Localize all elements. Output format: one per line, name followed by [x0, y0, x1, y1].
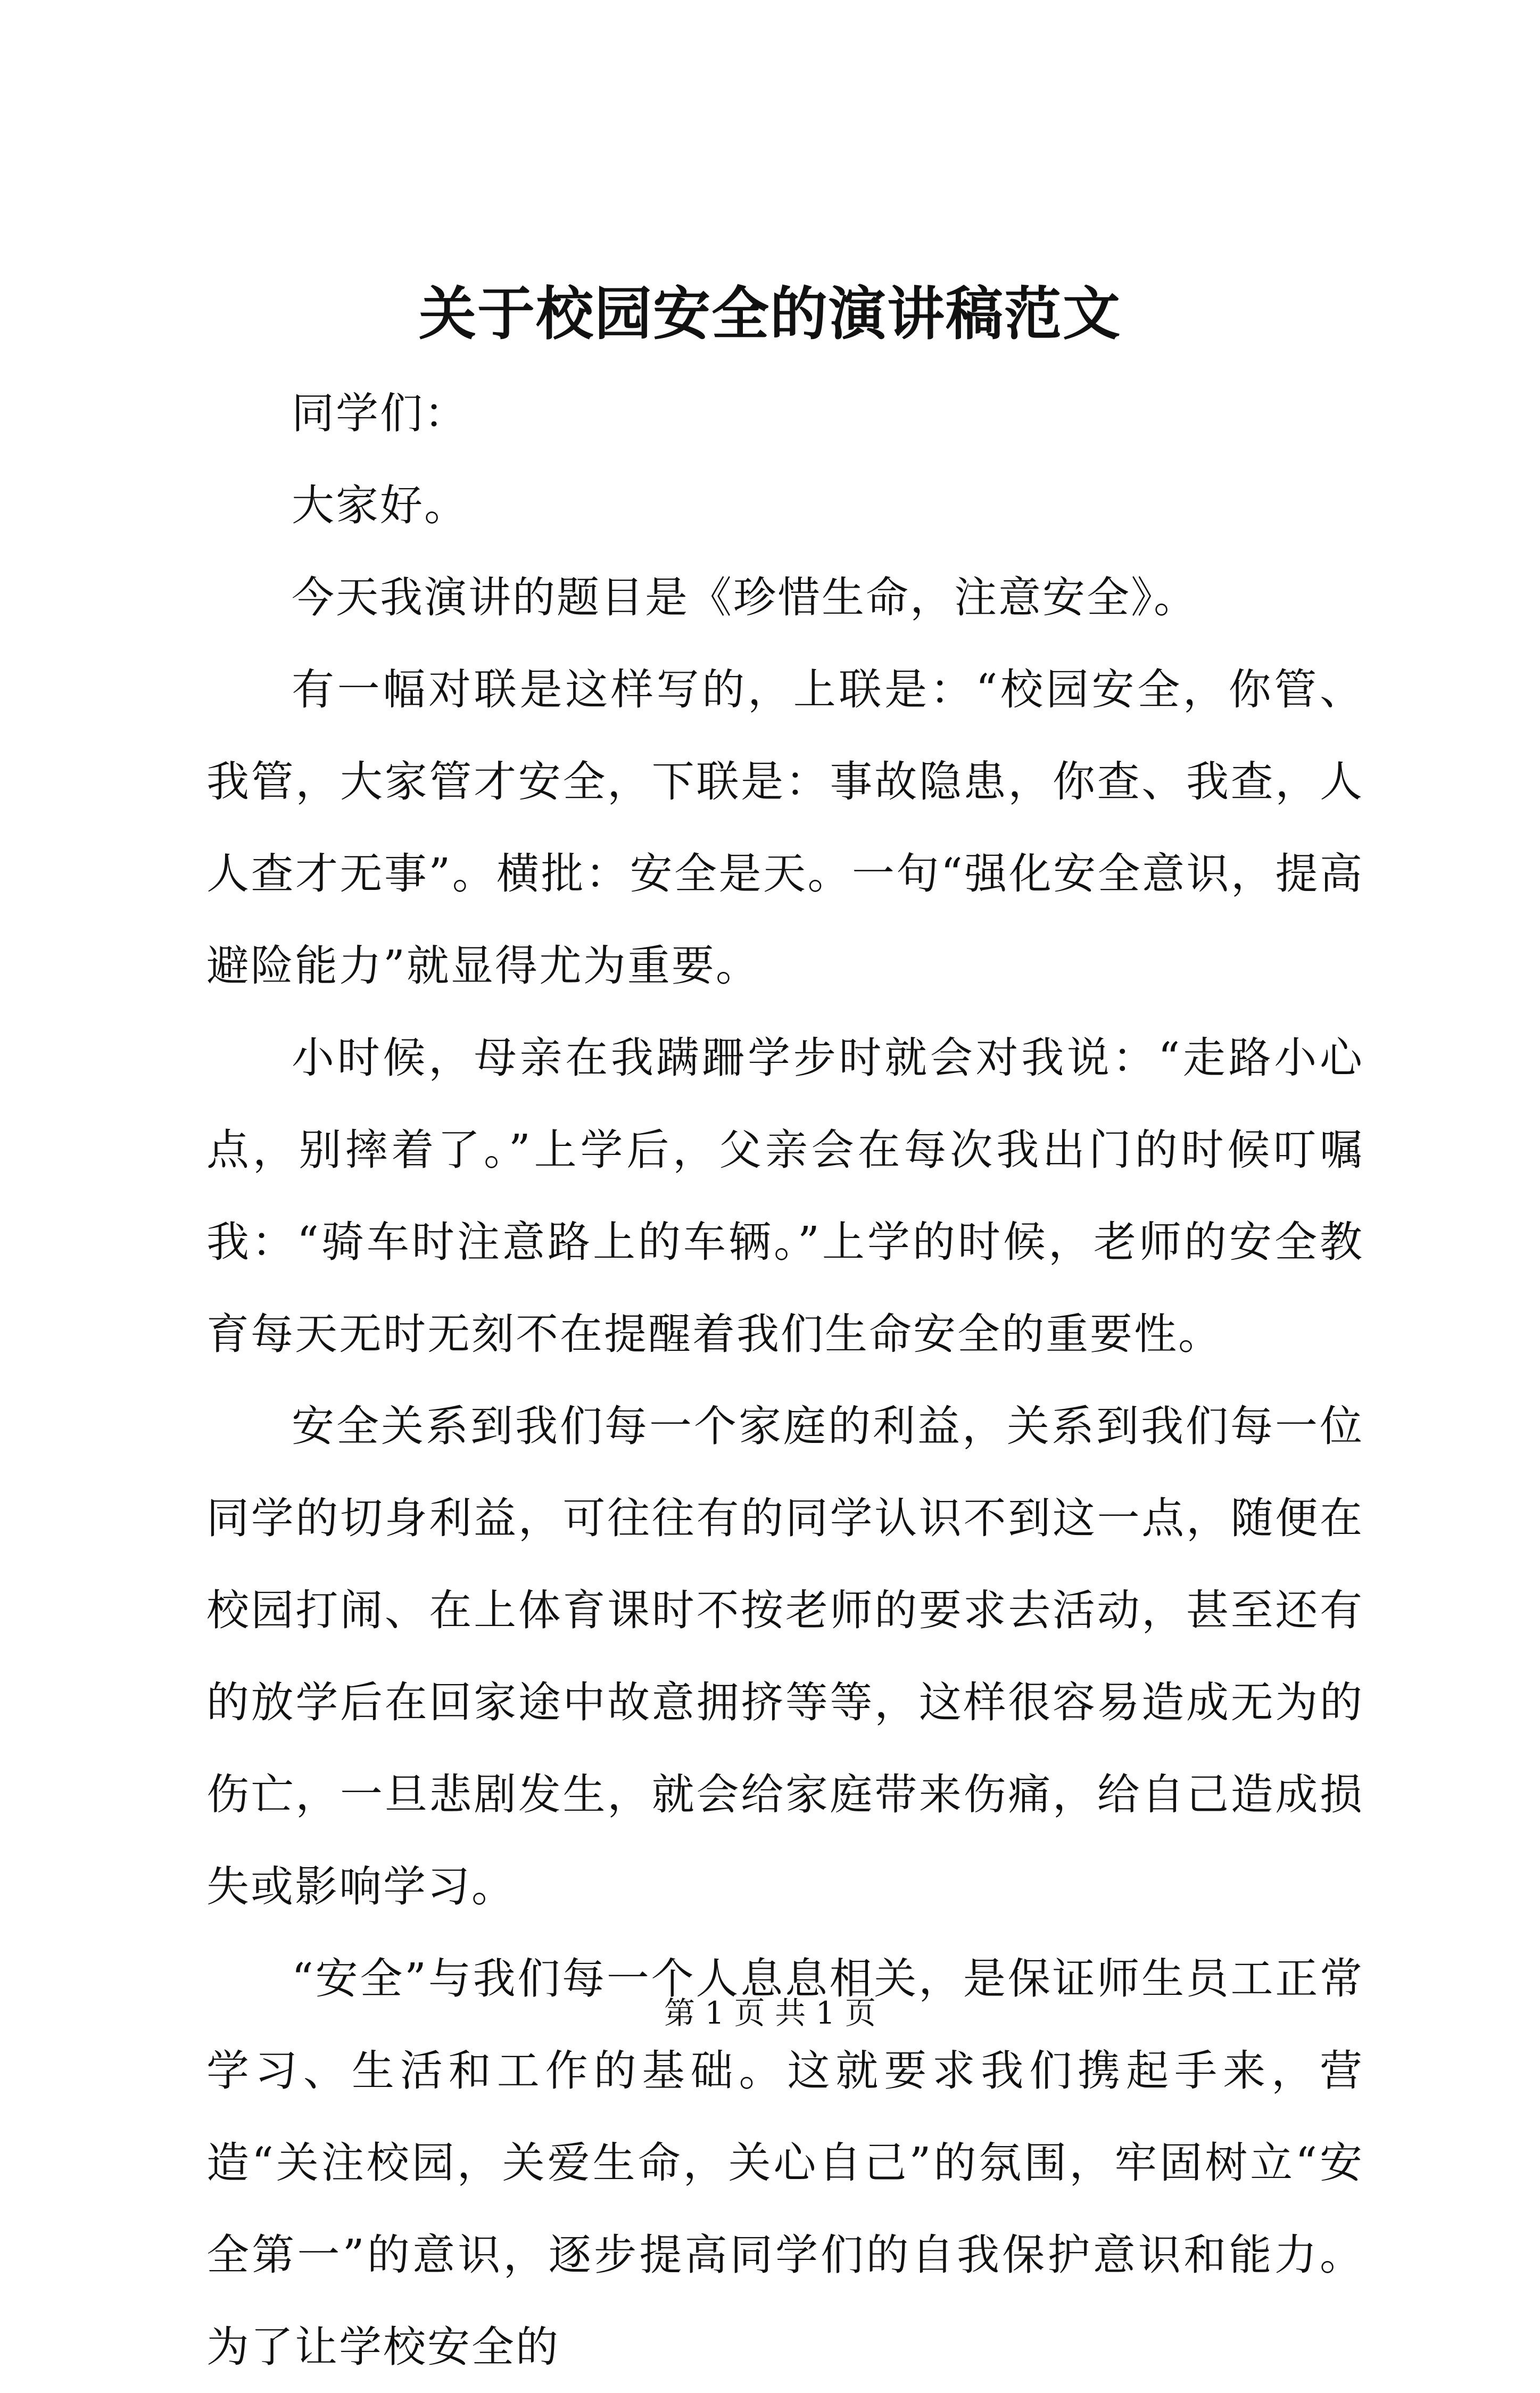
paragraph-childhood: 小时候，母亲在我蹒跚学步时就会对我说：“走路小心点，别摔着了。”上学后，父亲会在每次我出门的时候叮嘱我：“骑车时注意路上的车辆。”上学的时候，老师的安全教育每天无时无刻不在提醒着我们生命安全的重要性。: [206, 1033, 1364, 1359]
paragraph-topic: 今天我演讲的题目是《珍惜生命，注意安全》。: [292, 573, 1198, 622]
paragraph-couplet: 有一幅对联是这样写的，上联是：“校园安全，你管、我管，大家管才安全，下联是：事故隐患，你查、我查，人人查才无事”。横批：安全是天。一句“强化安全意识，提高避险能力”就显得尤为重要。: [206, 665, 1364, 991]
paragraph-greeting: 同学们：: [292, 389, 468, 438]
document-title: 关于校园安全的演讲稿范文: [418, 280, 1121, 348]
paragraph-safety-first: “安全”与我们每一个人息息相关，是保证师生员工正常学习、生活和工作的基础。这就要求我们携起手来，营造“关注校园，关爱生命，关心自己”的氛围，牢固树立“安全第一”的意识，逐步提高同学们的自我保护意识和能力。为了让学校安全的: [206, 1954, 1364, 2372]
paragraph-family-interest: 安全关系到我们每一个家庭的利益，关系到我们每一位同学的切身利益，可往往有的同学认识不到这一点，随便在校园打闹、在上体育课时不按老师的要求去活动，甚至还有的放学后在回家途中故意拥挤等等，这样很容易造成无为的伤亡，一旦悲剧发生，就会给家庭带来伤痛，给自己造成损失或影响学习。: [206, 1401, 1364, 1911]
document-body: [206, 367, 1364, 2393]
page-footer: 第 1 页 共 1 页: [664, 1995, 876, 2031]
paragraph-hello: 大家好。: [292, 481, 468, 530]
